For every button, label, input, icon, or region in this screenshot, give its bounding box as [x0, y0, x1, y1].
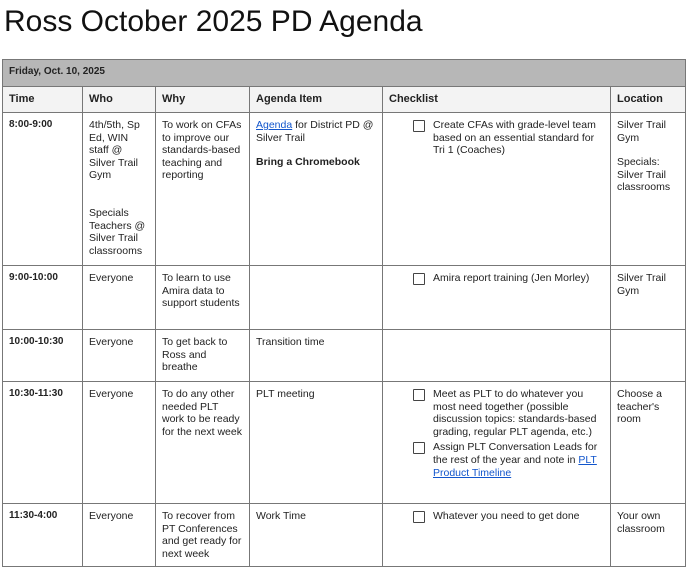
table-row	[3, 330, 686, 382]
who-text: 4th/5th, Sp Ed, WIN staff @ Silver Trail Gym	[89, 119, 140, 182]
why-cell: To get back to Ross and breathe	[156, 330, 250, 382]
location-cell	[611, 113, 686, 266]
checklist-item	[413, 388, 604, 438]
time-cell: 11:30-4:00	[3, 504, 83, 567]
agenda-cell: Transition time	[250, 330, 383, 382]
who-cell: Everyone	[83, 330, 156, 382]
table-row	[3, 382, 686, 504]
agenda-link-suffix: for District PD @ Silver Trail	[256, 119, 374, 144]
who-cell	[83, 113, 156, 266]
checklist-cell	[383, 382, 611, 504]
agenda-text	[256, 119, 376, 144]
checklist-item-text: Whatever you need to get done	[433, 510, 580, 522]
table-row	[3, 504, 686, 567]
checklist-item	[413, 272, 604, 285]
agenda-cell: Work Time	[250, 504, 383, 567]
why-cell: To learn to use Amira data to support students	[156, 266, 250, 330]
checkbox[interactable]	[413, 120, 425, 132]
column-header-who: Who	[83, 87, 156, 113]
why-cell: To recover from PT Conferences and get ready for next week	[156, 504, 250, 567]
who-cell: Everyone	[83, 266, 156, 330]
checkbox[interactable]	[413, 442, 425, 454]
location-cell	[611, 330, 686, 382]
checklist-item-text: Meet as PLT to do whatever you most need together (possible discussion topics: standards-based grading, regular PLT agenda, etc.)	[433, 388, 597, 438]
why-cell: To do any other needed PLT work to be ready for the next week	[156, 382, 250, 504]
agenda-cell: PLT meeting	[250, 382, 383, 504]
column-header-row	[3, 87, 686, 113]
time-cell: 8:00-9:00	[3, 113, 83, 266]
checklist-cell	[383, 113, 611, 266]
who-text: Specials Teachers @ Silver Trail classrooms	[89, 207, 146, 257]
checklist-cell	[383, 266, 611, 330]
why-cell: To work on CFAs to improve our standards-based teaching and reporting	[156, 113, 250, 266]
location-cell: Silver Trail Gym	[611, 266, 686, 330]
checklist-item-text: Create CFAs with grade-level team based on an essential standard for Tri 1 (Coaches)	[433, 119, 596, 157]
location-cell: Your own classroom	[611, 504, 686, 567]
who-cell: Everyone	[83, 504, 156, 567]
column-header-time: Time	[3, 87, 83, 113]
location-text: Specials: Silver Trail classrooms	[617, 156, 671, 194]
date-header-row	[3, 60, 686, 87]
location-cell: Choose a teacher's room	[611, 382, 686, 504]
plt-product-timeline-link[interactable]: PLT Product Timeline	[433, 453, 597, 479]
agenda-cell	[250, 113, 383, 266]
checklist-cell	[383, 504, 611, 567]
checklist-item	[413, 119, 604, 157]
date-header: Friday, Oct. 10, 2025	[3, 60, 686, 87]
column-header-location: Location	[611, 87, 686, 113]
who-cell: Everyone	[83, 382, 156, 504]
checklist-cell	[383, 330, 611, 382]
checklist-item	[413, 441, 604, 479]
table-row	[3, 113, 686, 266]
agenda-link[interactable]: Agenda	[256, 119, 293, 131]
checklist-item-text	[433, 441, 604, 479]
checklist-item-text: Amira report training (Jen Morley)	[433, 272, 590, 284]
location-text: Silver Trail Gym	[617, 119, 667, 144]
table-row	[3, 266, 686, 330]
column-header-why: Why	[156, 87, 250, 113]
checklist-item	[413, 510, 604, 523]
checkbox[interactable]	[413, 389, 425, 401]
document-title: Ross October 2025 PD Agenda	[4, 5, 423, 38]
checkbox[interactable]	[413, 511, 425, 523]
checklist-item-text-part: Assign PLT Conversation Leads for the rest of the year and note in	[433, 441, 598, 466]
agenda-cell	[250, 266, 383, 330]
time-cell: 10:00-10:30	[3, 330, 83, 382]
agenda-table	[2, 59, 686, 567]
time-cell: 9:00-10:00	[3, 266, 83, 330]
checkbox[interactable]	[413, 273, 425, 285]
column-header-agenda-item: Agenda Item	[250, 87, 383, 113]
time-cell: 10:30-11:30	[3, 382, 83, 504]
agenda-bold-note: Bring a Chromebook	[256, 156, 360, 169]
column-header-checklist: Checklist	[383, 87, 611, 113]
